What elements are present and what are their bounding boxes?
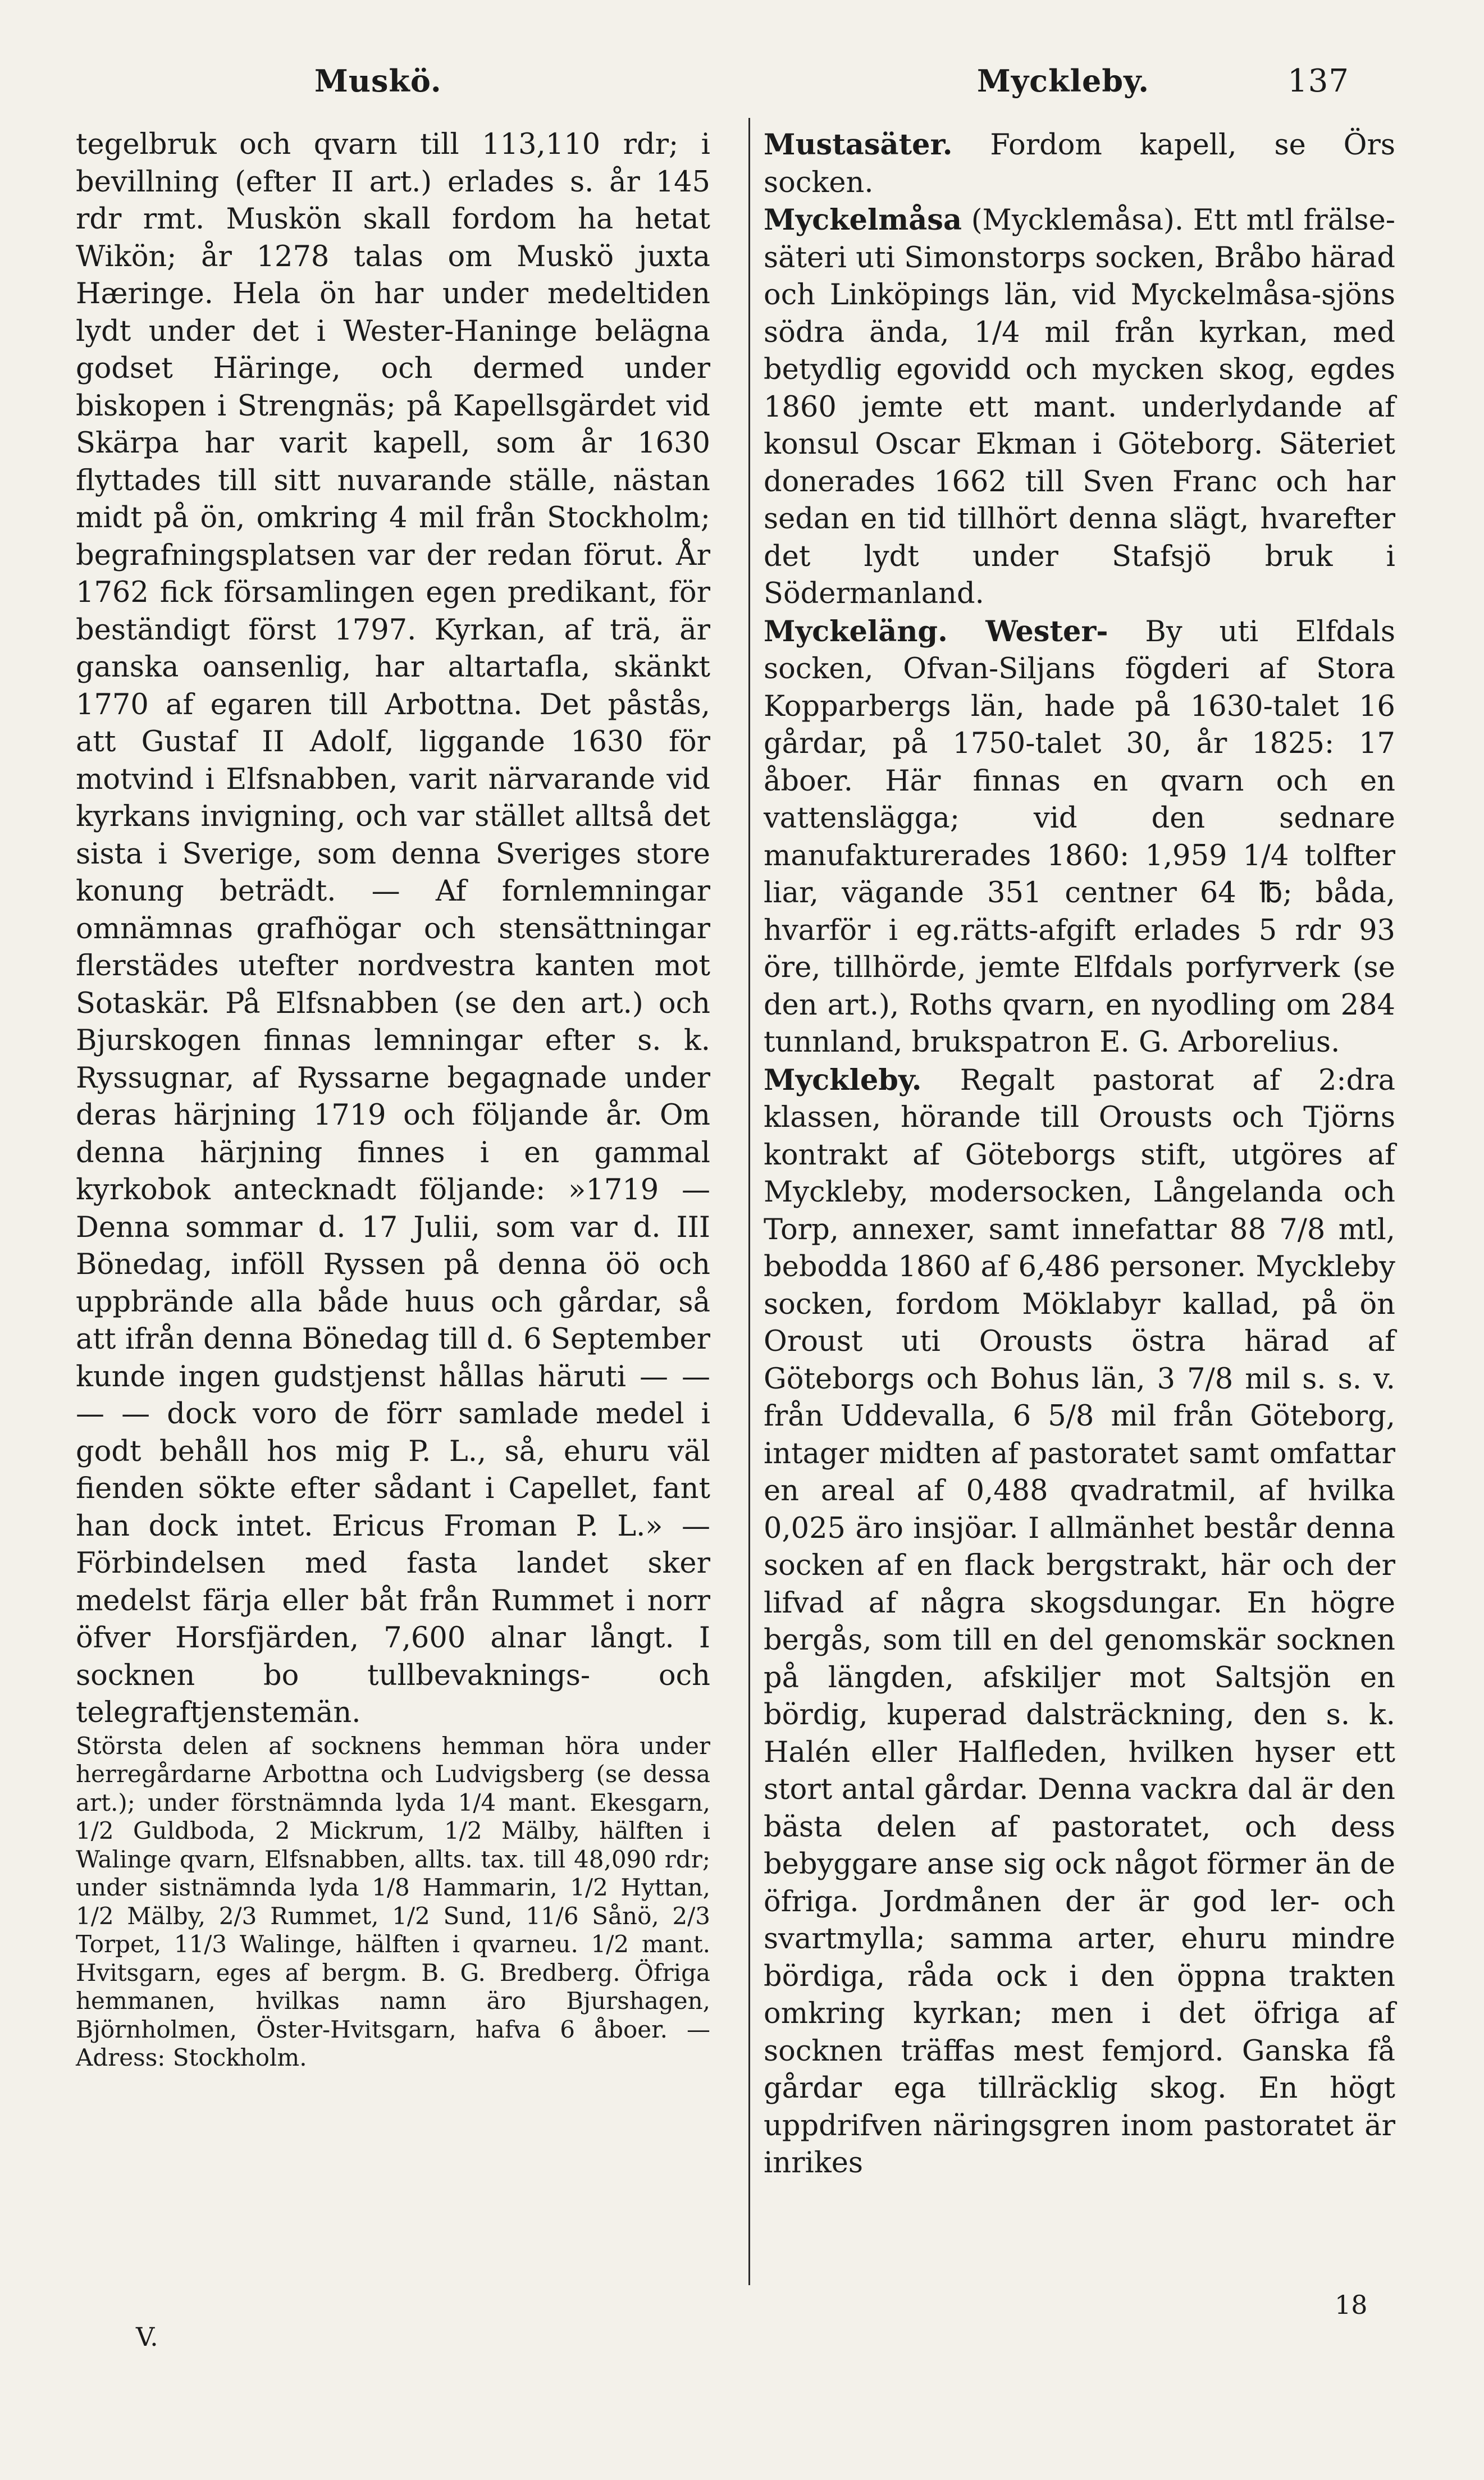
- muskö-body-text: tegelbruk och qvarn till 113,110 rdr; i bevillning (efter II art.) erlades s. år 145 rdr rmt. Muskön skall fordom ha hetat Wikön; år 1278 talas om Muskö juxta Hæringe. Hela ön har under medeltiden lydt under det i Wester-Haninge belägna godset Häringe, och dermed under biskopen i Strengnäs; på Kapellsgärdet vid Skärpa har varit kapell, som år 1630 flyttades till sitt nuvarande ställe, nästan midt på ön, omkring 4 mil från Stockholm; begrafningsplatsen var der redan förut. År 1762 fick församlingen egen predikant, för beständigt först 1797. Kyrkan, af trä, är ganska oansenlig, har altartafla, skänkt 1770 af egaren till Arbottna. Det påstås, att Gustaf II Adolf, liggande 1630 för motvind i Elfsnabben, varit närvarande vid kyrkans invigning, och var stället alltså det sista i Sverige, som denna Sveriges store konung beträdt. — Af fornlemningar omnämnas grafhögar och stensättningar flerstädes utefter nordvestra kanten mot Sotaskär. På Elfsnabben (se den art.) och Bjurskogen finnas lemningar efter s. k. Ryssugnar, af Ryssarne begagnade under deras härjning 1719 och följande år. Om denna härjning finnes i en gammal kyrkobok antecknadt följande: »1719 — Denna sommar d. 17 Julii, som var d. III Bönedag, inföll Ryssen på denna öö och uppbrände alla både huus och gårdar, så att ifrån denna Bönedag till d. 6 September kunde ingen gudstjenst hållas häruti — — — — dock voro de förr samlade medel i godt behåll hos mig P. L., så, ehuru väl fienden sökte efter sådant i Capellet, fant han dock intet. Ericus Froman P. L.» — Förbindelsen med fasta landet sker medelst färja eller båt från Rummet i norr öfver Horsfjärden, 7,600 alnar långt. I socknen bo tullbevaknings- och telegraftjenstemän.: [76, 128, 710, 1729]
- entry-head: Myckelmåsa: [764, 203, 962, 237]
- entry-myckeläng: [764, 613, 1395, 1062]
- entry-text: Fordom kapell, se Örs socken.: [764, 129, 1395, 199]
- entry-myckleby: [764, 1062, 1395, 2182]
- left-column: [76, 126, 710, 2072]
- page-number: 137: [1287, 63, 1349, 99]
- sheet-number: 18: [1335, 2290, 1368, 2320]
- signature-mark: V.: [136, 2322, 158, 2352]
- muskö-small-print: Största delen af socknens hemman höra under herregårdarne Arbottna och Ludvigsberg (se dessa art.); under förstnämnda lyda 1/4 mant. Ekesgarn, 1/2 Guldboda, 2 Mickrum, 1/2 Mälby, hälften i Walinge qvarn, Elfsnabben, allts. tax. till 48,090 rdr; under sistnämnda lyda 1/8 Hammarin, 1/2 Hyttan, 1/2 Mälby, 2/3 Rummet, 1/2 Sund, 11/6 Sånö, 2/3 Torpet, 11/3 Walinge, hälften i qvarneu. 1/2 mant. Hvitsgarn, eges af bergm. B. G. Bredberg. Öfriga hemmanen, hvilkas namn äro Bjurshagen, Björnholmen, Öster-Hvitsgarn, hafva 6 åboer. — Adress: Stockholm.: [76, 1732, 710, 2071]
- entry-mustasäter: [764, 126, 1395, 202]
- running-head-left: Muskö.: [314, 63, 442, 99]
- running-head-right: Myckleby.: [977, 63, 1150, 99]
- entry-head: Mustasäter.: [764, 128, 953, 162]
- column-divider: [748, 118, 750, 2285]
- entry-head: Myckeläng. Wester-: [764, 614, 1108, 648]
- entry-text: By uti Elfdals socken, Ofvan-Siljans fögderi af Stora Kopparbergs län, hade på 1630-talet 16 gårdar, på 1750-talet 30, år 1825: 17 åboer. Här finnas en qvarn och en vattenslägga; vid den sednare manufakturerades 1860: 1,959 1/4 tolfter liar, vägande 351 centner 64 ℔; båda, hvarför i eg.rätts-afgift erlades 5 rdr 93 öre, tillhörde, jemte Elfdals porfyrverk (se den art.), Roths qvarn, en nyodling om 284 tunnland, brukspatron E. G. Arborelius.: [764, 615, 1395, 1059]
- entry-head: Myckleby.: [764, 1063, 922, 1097]
- entry-text: Regalt pastorat af 2:dra klassen, hörande till Orousts och Tjörns kontrakt af Göteborgs stift, utgöres af Myckleby, modersocken, Långelanda och Torp, annexer, samt innefattar 88 7/8 mtl, bebodda 1860 af 6,486 personer. Myckleby socken, fordom Möklabyr kallad, på ön Oroust uti Orousts östra härad af Göteborgs och Bohus län, 3 7/8 mil s. s. v. från Uddevalla, 6 5/8 mil från Göteborg, intager midten af pastoratet samt omfattar en areal af 0,488 qvadratmil, af hvilka 0,025 äro insjöar. I allmänhet består denna socken af en flack bergstrakt, här och der lifvad af några skogsdungar. En högre bergås, som till en del genomskär socknen på längden, afskiljer mot Saltsjön en bördig, kuperad dalsträckning, den s. k. Halén eller Halfleden, hvilken hyser ett stort antal gårdar. Denna vackra dal är den bästa delen af pastoratet, och dess bebyggare anse sig ock något förmer än de öfriga. Jordmånen der är god ler- och svartmylla; samma arter, ehuru mindre bördiga, råda ock i den öppna trakten omkring kyrkan; men i det öfriga af socknen träffas mest femjord. Ganska få gårdar ega tillräcklig skog. En högt uppdrifven näringsgren inom pastoratet är inrikes: [764, 1063, 1396, 2180]
- entry-myckelmåsa: [764, 202, 1395, 613]
- entry-text: (Mycklemåsa). Ett mtl frälse-säteri uti Simonstorps socken, Bråbo härad och Linköpings län, vid Myckelmåsa-sjöns södra ända, 1/4 mil från kyrkan, med betydlig egovidd och mycken skog, egdes 1860 jemte ett mant. underlydande af konsul Oscar Ekman i Göteborg. Säteriet donerades 1662 till Sven Franc och har sedan en tid tillhört denna slägt, hvarefter det lydt under Stafsjö bruk i Södermanland.: [764, 204, 1396, 610]
- right-column: [764, 126, 1395, 2182]
